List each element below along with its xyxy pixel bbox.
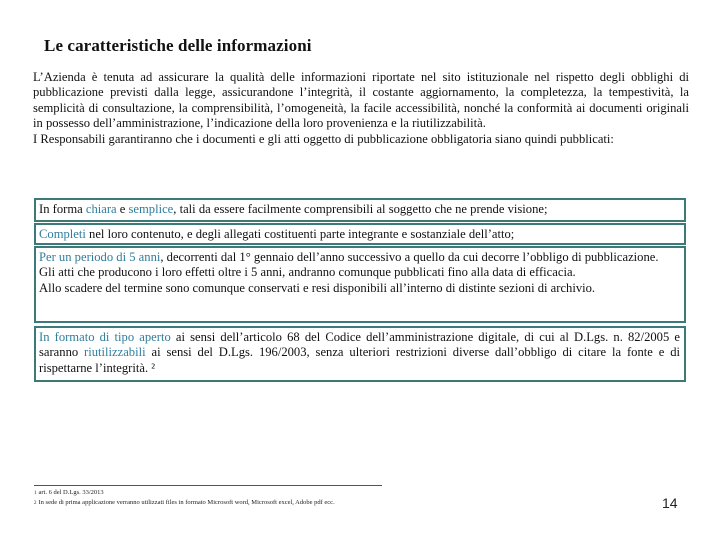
footnote-text: In sede di prima applicazione verranno utilizzati files in formato Microsoft word, Microsoft excel, Adobe pdf ecc. <box>38 499 335 506</box>
footnote-mark: 1 <box>34 491 37 496</box>
footnote-mark: 2 <box>34 501 37 506</box>
page-title: Le caratteristiche delle informazioni <box>44 36 312 55</box>
highlight-formato-aperto: In formato di tipo aperto <box>39 330 171 344</box>
text-segment: In forma <box>39 202 86 216</box>
intro-paragraph-1: L’Azienda è tenuta ad assicurare la qualità delle informazioni riportate nel sito istituzionale nel rispetto degli obblighi di pubblicazione previsti dalla legge, assicurandone l’integrità, il costante aggiornamento, la completezza, la tempestività, la semplicità di consultazione, la comprensibilità, l’omogeneità, la facile accessibilità, nonché la conformità ai documenti originali in possesso dell’amministrazione, l’indicazione della loro provenienza e la riutilizzabilità. <box>33 70 689 131</box>
highlight-periodo: Per un periodo di 5 anni <box>39 250 161 264</box>
text-segment: e <box>116 202 129 216</box>
text-segment: ai sensi del D.Lgs. 196/2003, senza ulteriori restrizioni diverse dall’obbligo di citare la fonte e di rispettarne l’integrità. ² <box>39 345 680 375</box>
text-segment: ai sensi dell’articolo 68 del Codice dell’amministrazione digitale, di cui al D.Lgs. n. 82/2005 e saranno <box>39 330 680 360</box>
intro-paragraph-2: I Responsabili garantiranno che i documenti e gli atti oggetto di pubblicazione obbligatoria siano quindi pubblicati: <box>33 131 614 146</box>
intro-text <box>33 70 689 147</box>
highlight-completi: Completi <box>39 227 86 241</box>
highlight-chiara: chiara <box>85 202 117 216</box>
requirement-box-clear-simple <box>34 198 686 222</box>
text-segment: nel loro contenuto, e degli allegati costituenti parte integrante e sostanziale dell’atto; <box>85 227 515 241</box>
requirement-box-period <box>34 246 686 323</box>
text-segment: , tali da essere facilmente comprensibili al soggetto che ne prende visione; <box>173 202 548 216</box>
footnote-2 <box>34 498 335 508</box>
requirement-text-line-2: Gli atti che producono i loro effetti oltre i 5 anni, andranno comunque pubblicati fino alla data di efficacia. <box>39 265 576 280</box>
page-number: 14 <box>662 495 678 511</box>
footnote-1 <box>34 488 335 498</box>
requirement-box-complete <box>34 223 686 245</box>
requirement-text-line-3: Allo scadere del termine sono comunque conservati e resi disponibili all’interno di distinte sezioni di archivio. <box>39 280 596 295</box>
footnote-text: art. 6 del D.Lgs. 33/2013 <box>38 489 104 496</box>
highlight-riutilizzabili: riutilizzabili <box>84 345 146 360</box>
requirement-text <box>39 330 680 376</box>
footnotes <box>34 488 335 508</box>
requirement-text <box>39 202 680 217</box>
requirement-text <box>39 227 680 242</box>
requirement-box-open-format <box>34 326 686 382</box>
text-segment: , decorrenti dal 1° gennaio dell’anno successivo a quello da cui decorre l’obbligo di pubblicazione. <box>160 250 659 264</box>
requirement-text <box>39 250 680 265</box>
highlight-semplice: semplice <box>128 202 174 216</box>
footnote-divider <box>34 485 382 486</box>
